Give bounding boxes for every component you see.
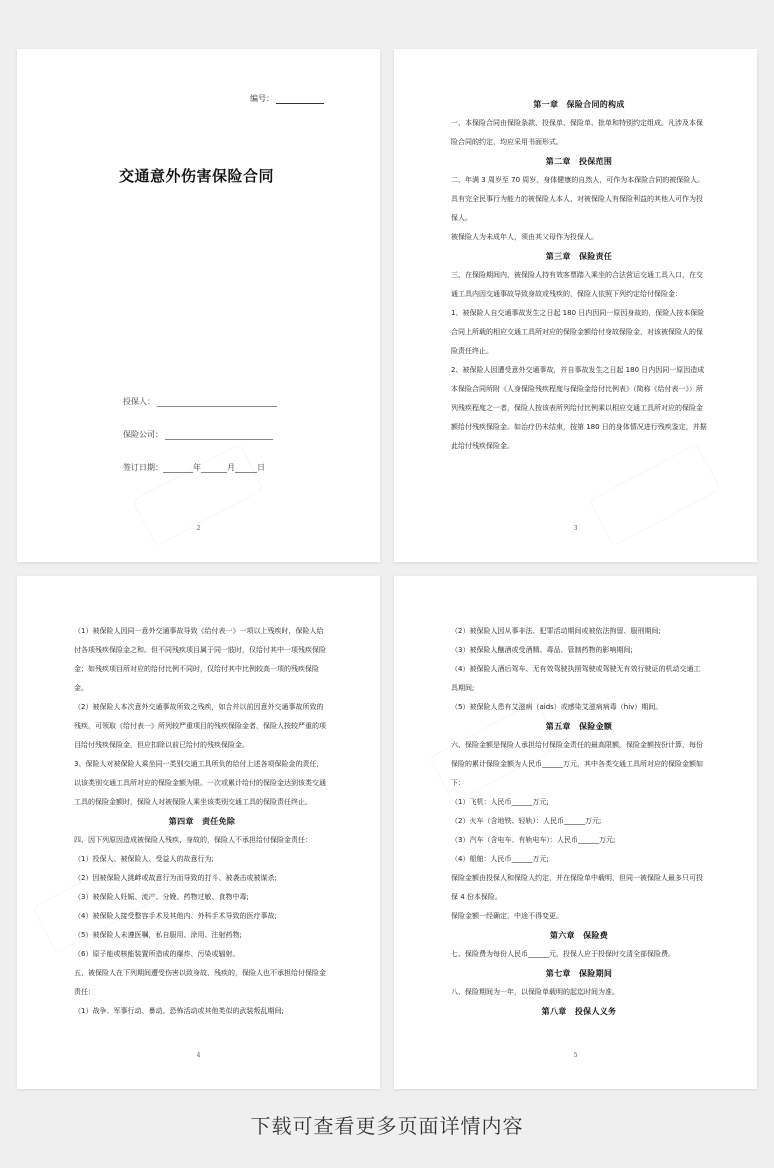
paragraph: （5）被保险人患有艾滋病（aids）或感染艾滋病病毒（hiv）期间。 [451, 703, 663, 711]
paragraph: 三、在保险期间内，被保险人持有效客票踏入乘坐的合法营运交通工具入口，在交通工具内因交通事故导致身故或残疾的，保险人依照下列约定给付保险金： [451, 271, 703, 298]
paragraph: 八、保险期间为一年，以保险单载明的起迄时间为准。 [451, 988, 619, 996]
chapter-heading: 第五章 保险金额 [545, 722, 613, 731]
download-more-caption: 下载可查看更多页面详情内容 [250, 1114, 524, 1138]
applicant-label: 投保人： [123, 397, 155, 406]
sign-date-label: 签订日期： [123, 463, 163, 472]
paragraph: （4）被保险人接受整容手术及其他内、外科手术导致的医疗事故; [74, 912, 277, 920]
paragraph: （1）被保险人因同一意外交通事故导致《给付表一》一项以上残疾时，保险人给付各项残疾保险金之和。但不同残疾项目属于同一肢时，仅给付其中一项残疾保险金；如残疾项目所对应的给付比例不同时，仅给付其中比例较高一项的残疾保险金。 [74, 627, 326, 692]
paragraph: 具有完全民事行为能力的被保险人本人、对被保险人有保险利益的其他人可作为投保人。 [451, 195, 703, 222]
paragraph: （4）船舶：人民币______万元; [451, 855, 549, 863]
paragraph: （2）被保险人本次意外交通事故所致之残疾，如合并以前因意外交通事故所致的残疾，可领取《给付表一》所列较严重项目的残疾保险金者，保险人按较严重的项目给付残疾保险金，但应扣除以前已给付的残疾保险金。 [74, 703, 326, 749]
contract-number-label: 编号： [250, 94, 274, 103]
paragraph: 七、保险费为每份人民币______元，投保人应于投保时交清全部保险费。 [451, 950, 675, 958]
paragraph: （2）被保险人因从事非法、犯罪活动期间或被依法拘留、服刑期间; [451, 627, 661, 635]
paragraph: 四、因下列原因造成被保险人残疾、身故的，保险人不承担给付保险金责任： [74, 836, 312, 844]
paragraph: 被保险人为未成年人，须由其父母作为投保人。 [451, 233, 598, 241]
contract-title: 交通意外伤害保险合同 [119, 167, 275, 185]
paragraph: （2）因被保险人挑衅或故意行为而导致的打斗、被袭击或被谋杀; [74, 874, 277, 882]
chapter-heading: 第七章 保险期间 [545, 969, 613, 978]
month-label: 月 [227, 463, 235, 472]
page-text [451, 622, 707, 1021]
paragraph: 保险金额一经确定，中途不得变更。 [451, 912, 563, 920]
paragraph: （3）被保险人妊娠、流产、分娩、药物过敏、食物中毒; [74, 893, 249, 901]
page-chapter-5-8 [394, 576, 757, 1089]
paragraph: 二、年满 3 周岁至 70 周岁、身体健康的自然人，可作为本保险合同的被保险人。 [451, 176, 705, 184]
paragraph: （4）被保险人酒后驾车、无有效驾驶执照驾驶或驾驶无有效行驶证的机动交通工具期间; [451, 665, 701, 692]
page-chapter-4 [17, 576, 380, 1089]
contract-number-line [276, 95, 324, 104]
page-text [74, 622, 330, 1021]
chapter-heading: 第一章 保险合同的构成 [533, 100, 625, 109]
applicant-field [123, 396, 277, 407]
page-number: 4 [196, 1052, 201, 1059]
page-number: 2 [196, 525, 201, 532]
paragraph: （3）被保险人酗酒或受酒精、毒品、管制药物的影响期间; [451, 646, 633, 654]
chapter-heading: 第八章 投保人义务 [541, 1007, 617, 1016]
paragraph: （3）汽车（含电车、有轨电车）：人民币______万元; [451, 836, 616, 844]
chapter-heading: 第六章 保险费 [549, 931, 609, 940]
paragraph: 六、保险金额是保险人承担给付保险金责任的最高限额。保险金额按份计算，每份保险的累计保险金额为人民币______万元，其中各类交通工具所对应的保险金额如下： [451, 741, 703, 787]
cover-page [17, 49, 380, 562]
page-chapter-1-3 [394, 49, 757, 562]
chapter-heading: 第二章 投保范围 [545, 157, 613, 166]
contract-number [250, 93, 324, 104]
page-text [451, 95, 707, 456]
paragraph: （1）飞机：人民币______万元; [451, 798, 549, 806]
insurer-field [123, 429, 273, 440]
paragraph: 保险金额由投保人和保险人约定，并在保险单中载明，但同一被保险人最多只可投保 4 份本保险。 [451, 874, 703, 901]
year-label: 年 [193, 463, 201, 472]
paragraph: 五、被保险人在下列期间遭受伤害以致身故、残疾的，保险人也不承担给付保险金责任： [74, 969, 326, 996]
applicant-line [157, 398, 277, 407]
paragraph: （1）投保人、被保险人、受益人的故意行为; [74, 855, 214, 863]
insurer-line [165, 431, 273, 440]
paragraph: （1）战争、军事行动、暴动、恐怖活动或其他类似的武装叛乱期间; [74, 1007, 284, 1015]
page-number: 5 [573, 1052, 578, 1059]
paragraph: 一、本保险合同由保险条款、投保单、保险单、批单和特别约定组成。凡涉及本保险合同的约定，均应采用书面形式。 [451, 119, 703, 146]
paragraph: 2、被保险人因遭受意外交通事故，并自事故发生之日起 180 日内因同一原因造成本保险合同所附《人身保险残疾程度与保险金给付比例表》（简称《给付表一》）所列残疾程度之一者，保险人按该表所列给付比例乘以相应交通工具所对应的保险金额给付残疾保险金。如治疗仍未结束，按第 180 日的身体情况进行残疾鉴定，并据此给付残疾保险金。 [451, 366, 707, 450]
day-label: 日 [257, 463, 265, 472]
chapter-heading: 第四章 责任免除 [168, 817, 236, 826]
paragraph: 3、保险人对被保险人乘坐同一类别交通工具所负的给付上述各项保险金的责任，以该类别交通工具所对应的保险金额为限。一次或累计给付的保险金达到该类交通工具的保险金额时，保险人对被保险人乘坐该类别交通工具的保险责任终止。 [74, 760, 326, 806]
paragraph: 1、被保险人自交通事故发生之日起 180 日内因同一原因身故的，保险人按本保险合同上所载的相应交通工具所对应的保险金额给付身故保险金，对该被保险人的保险责任终止。 [451, 309, 705, 355]
insurer-label: 保险公司： [123, 430, 163, 439]
chapter-heading: 第三章 保险责任 [545, 252, 613, 261]
paragraph: （2）火车（含地铁、轻轨）：人民币______万元; [451, 817, 602, 825]
page-number: 3 [573, 525, 578, 532]
paragraph: （6）原子能或核能装置所造成的爆炸、污染或辐射。 [74, 950, 240, 958]
paragraph: （5）被保险人未遵医嘱，私自服用、涂用、注射药物; [74, 931, 242, 939]
